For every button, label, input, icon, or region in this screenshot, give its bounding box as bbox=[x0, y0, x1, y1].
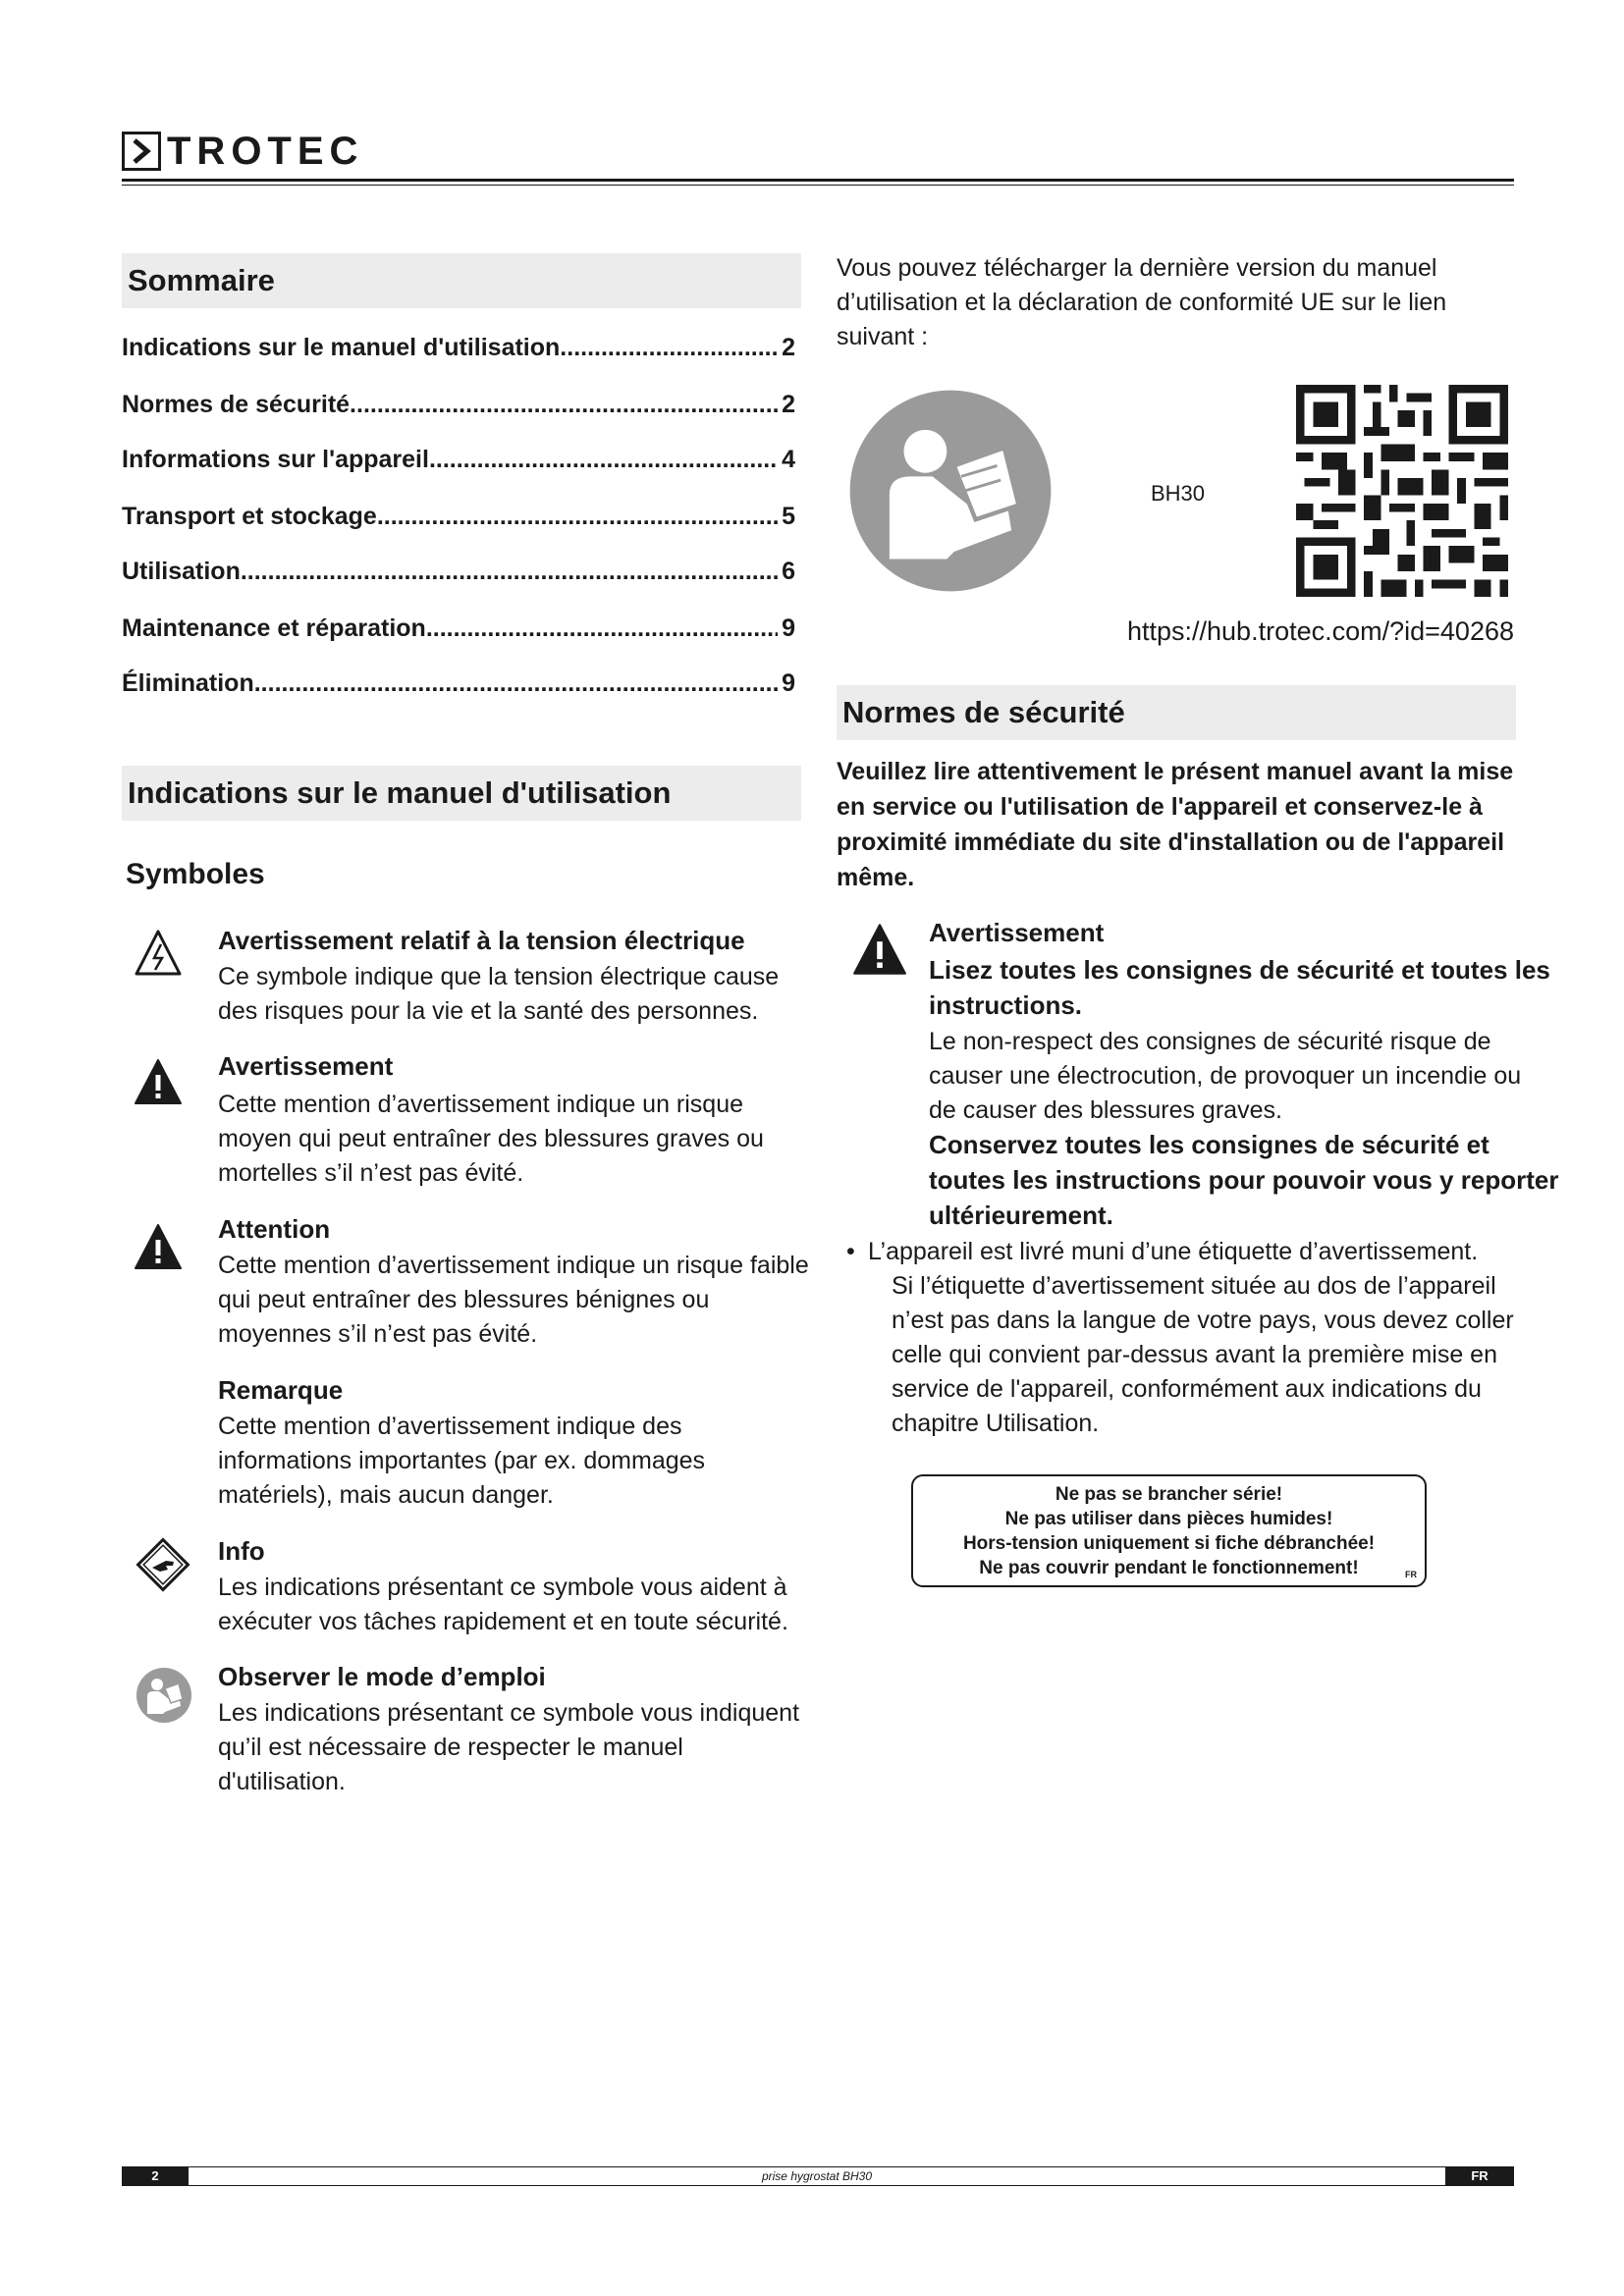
label-language: FR bbox=[1405, 1570, 1417, 1579]
text-line: suivant : bbox=[837, 323, 929, 350]
page-number: 2 bbox=[122, 2166, 189, 2186]
brand-logo bbox=[122, 131, 363, 172]
toc-item-page: 2 bbox=[782, 391, 795, 418]
text-line: Les indications présentant ce symbole vous aident à bbox=[218, 1574, 787, 1601]
electric-warning-icon bbox=[134, 929, 183, 983]
model-label: BH30 bbox=[1151, 481, 1206, 506]
text-line: des risques pour la vie et la santé des personnes. bbox=[218, 997, 759, 1025]
text-line: d'utilisation. bbox=[218, 1768, 346, 1795]
text-line: qu’il est nécessaire de respecter le manuel bbox=[218, 1734, 683, 1761]
toc-item-label: Utilisation bbox=[122, 558, 241, 585]
warning-icon bbox=[852, 923, 907, 981]
text-line: toutes les instructions pour pouvoir vous y reporter bbox=[929, 1165, 1559, 1195]
text-line: Lisez toutes les consignes de sécurité et toutes les bbox=[929, 955, 1550, 985]
symbol-title: Attention bbox=[218, 1214, 331, 1244]
safety-warning-bold bbox=[929, 1127, 1558, 1233]
manual-section-heading: Indications sur le manuel d'utilisation bbox=[122, 766, 801, 821]
toc-item[interactable] bbox=[122, 666, 795, 701]
toc-item-label: Élimination bbox=[122, 669, 254, 697]
text-line: mortelles s’il n’est pas évité. bbox=[218, 1159, 524, 1187]
download-link[interactable]: https://hub.trotec.com/?id=40268 bbox=[1126, 616, 1514, 646]
toc-item-label: Transport et stockage bbox=[122, 503, 377, 530]
label-line: Ne pas utiliser dans pièces humides! bbox=[1004, 1509, 1333, 1529]
toc-item-page: 5 bbox=[782, 503, 795, 530]
label-line: Ne pas se brancher série! bbox=[1055, 1484, 1283, 1505]
symbol-title: Avertissement bbox=[218, 1051, 394, 1081]
text-line: en service ou l'utilisation de l'appareil et conservez-le à bbox=[837, 793, 1483, 821]
toc-item-label: Normes de sécurité bbox=[122, 391, 351, 418]
toc-item-page: 6 bbox=[782, 558, 795, 585]
header-rule-thin bbox=[122, 185, 1514, 186]
warning-label-image bbox=[911, 1474, 1427, 1587]
text-line: causer une électrocution, de provoquer un incendie ou bbox=[929, 1062, 1522, 1090]
safety-intro bbox=[837, 754, 1513, 895]
toc-item-page: 9 bbox=[782, 614, 795, 642]
safety-heading: Normes de sécurité bbox=[837, 685, 1516, 740]
symbol-description bbox=[218, 1088, 764, 1191]
chevron-right-icon bbox=[122, 132, 161, 171]
text-line: Si l’étiquette d’avertissement située au dos de l’appareil bbox=[892, 1272, 1496, 1300]
toc-item-page: 9 bbox=[782, 669, 795, 697]
symbol-description bbox=[218, 1696, 799, 1799]
symbols-heading: Symboles bbox=[126, 858, 265, 890]
symbol-description bbox=[218, 960, 779, 1029]
text-line: Vous pouvez télécharger la dernière version du manuel bbox=[837, 254, 1437, 282]
toc-item-label: Maintenance et réparation bbox=[122, 614, 426, 642]
info-hand-icon bbox=[134, 1535, 192, 1599]
read-manual-icon bbox=[846, 387, 1055, 600]
safety-bullet bbox=[868, 1235, 1514, 1441]
toc-item-label: Indications sur le manuel d'utilisation bbox=[122, 334, 561, 361]
text-line: Veuillez lire attentivement le présent manuel avant la mise bbox=[837, 758, 1514, 785]
footer-language: FR bbox=[1445, 2166, 1514, 2186]
safety-warning-title: Avertissement bbox=[929, 918, 1105, 947]
label-line: Ne pas couvrir pendant le fonctionnement! bbox=[979, 1558, 1359, 1578]
text-line: celle qui convient par-dessus avant la première mise en bbox=[892, 1341, 1497, 1368]
label-line: Hors-tension uniquement si fiche débranchée! bbox=[962, 1533, 1376, 1554]
text-line: matériels), mais aucun danger. bbox=[218, 1481, 554, 1509]
text-line: Cette mention d’avertissement indique un risque bbox=[218, 1091, 744, 1118]
text-line: qui peut entraîner des blessures bénignes ou bbox=[218, 1286, 710, 1313]
text-line: informations importantes (par ex. dommages bbox=[218, 1447, 706, 1474]
symbol-title: Observer le mode d’emploi bbox=[218, 1662, 546, 1691]
symbol-description bbox=[218, 1571, 788, 1639]
text-line: d’utilisation et la déclaration de conformité UE sur le lien bbox=[837, 289, 1447, 316]
toc-item[interactable] bbox=[122, 442, 795, 477]
text-line: moyennes s’il n’est pas évité. bbox=[218, 1320, 538, 1348]
safety-warning-bold bbox=[929, 952, 1550, 1023]
toc-item-page: 4 bbox=[782, 446, 795, 473]
warning-icon bbox=[134, 1058, 183, 1110]
text-line: service de l'appareil, conformément aux indications du bbox=[892, 1375, 1482, 1403]
text-line: Cette mention d’avertissement indique des bbox=[218, 1413, 682, 1440]
text-line: moyen qui peut entraîner des blessures graves ou bbox=[218, 1125, 764, 1152]
text-line: • L’appareil est livré muni d’une étiquette d’avertissement. bbox=[868, 1235, 1514, 1269]
symbol-description bbox=[218, 1410, 705, 1513]
toc-item[interactable] bbox=[122, 499, 795, 534]
text-line: Le non-respect des consignes de sécurité risque de bbox=[929, 1028, 1491, 1055]
footer-title: prise hygrostat BH30 bbox=[189, 2166, 1445, 2186]
text-line: ultérieurement. bbox=[929, 1201, 1113, 1230]
toc-heading: Sommaire bbox=[122, 253, 801, 308]
toc-item[interactable] bbox=[122, 611, 795, 646]
read-manual-icon bbox=[135, 1667, 192, 1729]
text-line: proximité immédiate du site d'installation ou de l'appareil bbox=[837, 828, 1505, 856]
text-line: Cette mention d’avertissement indique un risque faible bbox=[218, 1252, 809, 1279]
text-line: chapitre Utilisation. bbox=[892, 1410, 1100, 1437]
toc-item-page: 2 bbox=[782, 334, 795, 361]
download-text bbox=[837, 251, 1446, 354]
symbol-title: Avertissement relatif à la tension électrique bbox=[218, 926, 745, 955]
toc-item[interactable] bbox=[122, 554, 795, 589]
symbol-description bbox=[218, 1249, 809, 1352]
text-line: exécuter vos tâches rapidement et en toute sécurité. bbox=[218, 1608, 788, 1635]
caution-icon bbox=[134, 1223, 183, 1275]
text-line: instructions. bbox=[929, 990, 1083, 1020]
symbol-title: Info bbox=[218, 1536, 265, 1566]
toc-item[interactable] bbox=[122, 330, 795, 365]
text-line: Ce symbole indique que la tension électrique cause bbox=[218, 963, 780, 990]
safety-warning-text bbox=[929, 1025, 1521, 1128]
text-line: de causer des blessures graves. bbox=[929, 1096, 1282, 1124]
text-line: Conservez toutes les consignes de sécurité et bbox=[929, 1130, 1489, 1159]
symbol-title: Remarque bbox=[218, 1375, 344, 1405]
toc-item-label: Informations sur l'appareil bbox=[122, 446, 429, 473]
brand-name: TROTEC bbox=[167, 130, 364, 173]
text-line: même. bbox=[837, 864, 915, 891]
qr-code-icon[interactable] bbox=[1296, 385, 1508, 597]
header-rule bbox=[122, 179, 1514, 182]
text-line: Les indications présentant ce symbole vous indiquent bbox=[218, 1699, 800, 1727]
toc-item[interactable] bbox=[122, 387, 795, 422]
text-line: n’est pas dans la langue de votre pays, vous devez coller bbox=[892, 1307, 1514, 1334]
